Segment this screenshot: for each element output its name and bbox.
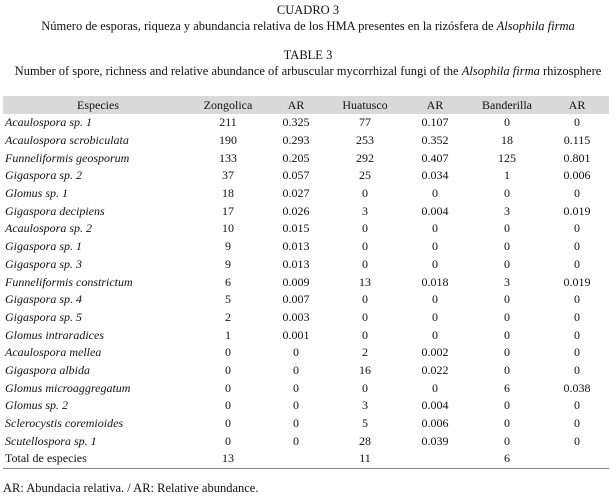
table-cell: 0.801 (563, 150, 591, 165)
table-cell: 0.013 (282, 239, 310, 254)
table-row (3, 114, 609, 132)
english-caption-text: Number of spore, richness and relative abundance of arbuscular mycorrhizal fungi of the (14, 64, 462, 78)
table-cell: 0.205 (282, 150, 310, 165)
table-cell: 0 (293, 345, 299, 360)
table-cell: 5 (225, 292, 231, 307)
table-cell: 0 (293, 416, 299, 431)
table-cell: 0.004 (421, 203, 449, 218)
table-row (3, 326, 609, 344)
table-cell: 0 (432, 380, 438, 395)
table-cell: 3 (362, 398, 368, 413)
table-cell: 0.026 (282, 203, 310, 218)
table-cell: 0 (432, 186, 438, 201)
table-cell: 0 (574, 221, 580, 236)
table-cell: 6 (504, 380, 510, 395)
table-cell: 0 (574, 115, 580, 130)
table-cell: 292 (356, 150, 374, 165)
species-name: Funneliformis geosporum (5, 150, 130, 165)
table-cell: 0 (574, 416, 580, 431)
table-cell: 0.034 (421, 168, 449, 183)
table-row (3, 149, 609, 167)
table-cell: 0.001 (282, 327, 310, 342)
species-name: Funneliformis constrictum (5, 274, 133, 289)
table-cell: 0 (574, 309, 580, 324)
species-name: Scutellospora sp. 1 (5, 433, 97, 448)
table-row (3, 238, 609, 256)
table-cell: 13 (359, 274, 371, 289)
species-name: Glomus sp. 2 (5, 398, 69, 413)
table-cell: 211 (219, 115, 237, 130)
table-cell: 0 (574, 256, 580, 271)
species-name: Glomus microaggregatum (5, 380, 131, 395)
table-cell: 0.006 (563, 168, 591, 183)
table-cell: 0 (362, 380, 368, 395)
table-cell: 13 (193, 450, 263, 468)
table-row (3, 379, 609, 397)
column-header: AR (545, 96, 609, 114)
table-cell: 0 (293, 398, 299, 413)
table-cell: 0.002 (421, 345, 449, 360)
table-cell: 0 (574, 292, 580, 307)
table-cell: 0.019 (563, 203, 591, 218)
table-cell: 0 (432, 292, 438, 307)
table-cell: 0.013 (282, 256, 310, 271)
table-cell: 6 (225, 274, 231, 289)
table-cell: 0.325 (282, 115, 310, 130)
table-cell: 0.004 (421, 398, 449, 413)
table-cell: 0 (504, 433, 510, 448)
table-cell: 0 (432, 256, 438, 271)
table-cell: 0 (504, 186, 510, 201)
table-cell: 0.027 (282, 186, 310, 201)
species-name: Gigaspora albida (5, 362, 91, 377)
species-name: Glomus intraradices (5, 327, 104, 342)
table-cell: 0 (293, 433, 299, 448)
table-cell: 28 (359, 433, 371, 448)
table-cell: 0.107 (421, 115, 449, 130)
table-cell: 0 (362, 309, 368, 324)
table-cell: 25 (359, 168, 371, 183)
table-cell: 0 (574, 327, 580, 342)
table-cell: 9 (225, 256, 231, 271)
table-cell (545, 450, 609, 468)
table-cell: 0 (504, 362, 510, 377)
table-row (3, 415, 609, 433)
table-cell: 190 (219, 133, 237, 148)
table-cell: 0 (362, 221, 368, 236)
table-cell: 0.115 (563, 133, 591, 148)
column-header: Especies (3, 96, 193, 114)
table-cell: 0 (504, 221, 510, 236)
table-cell: 2 (362, 345, 368, 360)
table-row (3, 432, 609, 450)
table-cell: 3 (504, 274, 510, 289)
table-cell: 0 (362, 327, 368, 342)
table-cell: 0 (574, 398, 580, 413)
species-name: Gigaspora sp. 1 (5, 239, 83, 254)
table-cell: 0.038 (563, 380, 591, 395)
table-cell: 0.009 (282, 274, 310, 289)
table-row (3, 344, 609, 362)
species-name: Gigaspora sp. 2 (5, 168, 83, 183)
table-cell: 5 (362, 416, 368, 431)
species-name: Acaulospora sp. 2 (5, 221, 92, 236)
spanish-caption-text: Número de esporas, riqueza y abundancia relativa de los HMA presentes en la rizósfera de (41, 19, 497, 33)
table-cell: 0 (504, 327, 510, 342)
table-cell: 0 (225, 362, 231, 377)
table-cell: 0 (504, 398, 510, 413)
table-cell: 0 (362, 292, 368, 307)
table-cell: 0 (574, 362, 580, 377)
spanish-caption-species: Alsophila firma (496, 19, 575, 33)
table-cell: 0 (504, 309, 510, 324)
table-cell: 0 (504, 416, 510, 431)
column-header: Zongolica (193, 96, 263, 114)
total-label: Total de especies (3, 450, 193, 468)
table-cell: 6 (469, 450, 545, 468)
table-cell: 0 (504, 115, 510, 130)
table-cell: 0 (225, 433, 231, 448)
table-cell (401, 450, 469, 468)
table-cell: 0 (574, 433, 580, 448)
table-cell: 125 (498, 150, 516, 165)
table-cell: 0 (293, 380, 299, 395)
table-row (3, 132, 609, 150)
table-cell: 9 (225, 239, 231, 254)
english-caption (0, 63, 616, 79)
table-cell: 1 (504, 168, 510, 183)
english-caption-species: Alsophila firma (461, 64, 540, 78)
table-cell: 253 (356, 133, 374, 148)
table-cell: 0.018 (421, 274, 449, 289)
table-cell: 0.352 (421, 133, 449, 148)
table-cell: 16 (359, 362, 371, 377)
species-name: Gigaspora decipiens (5, 203, 105, 218)
table-label: TABLE 3 (283, 48, 333, 62)
table-cell: 0.007 (282, 292, 310, 307)
table-cell (263, 450, 329, 468)
species-name: Sclerocystis coremioides (5, 416, 124, 431)
table-cell: 0 (504, 256, 510, 271)
table-row (3, 362, 609, 380)
table-cell: 18 (222, 186, 234, 201)
species-name: Gigaspora sp. 5 (5, 309, 83, 324)
table-row (3, 202, 609, 220)
table-row (3, 167, 609, 185)
table-cell: 0 (225, 398, 231, 413)
species-name: Acaulospora scrobiculata (5, 133, 129, 148)
table-cell: 0.407 (421, 150, 449, 165)
table-cell: 0 (362, 256, 368, 271)
table-cell: 0.003 (282, 309, 310, 324)
table-row (3, 185, 609, 203)
table-cell: 77 (359, 115, 371, 130)
column-header: Banderilla (469, 96, 545, 114)
table-cell: 0 (432, 309, 438, 324)
table-row (3, 256, 609, 274)
table-row (3, 291, 609, 309)
table-cell: 0 (504, 345, 510, 360)
table-cell: 2 (225, 309, 231, 324)
column-header: Huatusco (329, 96, 401, 114)
table-cell: 0 (432, 239, 438, 254)
table-cell: 0.022 (421, 362, 449, 377)
english-caption-suffix: rhizosphere (539, 64, 602, 78)
table-row (3, 309, 609, 327)
table-cell: 0 (293, 362, 299, 377)
column-header: AR (263, 96, 329, 114)
species-name: Gigaspora sp. 3 (5, 256, 83, 271)
table-cell: 37 (222, 168, 234, 183)
table-cell: 10 (222, 221, 234, 236)
table-row (3, 220, 609, 238)
table-cell: 0 (225, 345, 231, 360)
table-cell: 0 (362, 186, 368, 201)
table-row (3, 273, 609, 291)
table-cell: 0.015 (282, 221, 310, 236)
footnote: AR: Abundacia relativa. / AR: Relative abundance. (3, 481, 259, 495)
table-cell: 0.006 (421, 416, 449, 431)
table-cell: 0 (574, 186, 580, 201)
table-cell: 0 (574, 239, 580, 254)
species-name: Gigaspora sp. 4 (5, 292, 83, 307)
table-cell: 0 (362, 239, 368, 254)
spanish-caption (0, 18, 616, 34)
table-cell: 17 (222, 203, 234, 218)
table-cell: 0.039 (421, 433, 449, 448)
table-cell: 0 (432, 221, 438, 236)
table-cell: 3 (362, 203, 368, 218)
species-name: Acaulospora sp. 1 (5, 115, 92, 130)
cuadro-label: CUADRO 3 (276, 3, 340, 17)
table-cell: 0 (225, 416, 231, 431)
table-cell: 11 (329, 450, 401, 468)
table-cell: 0.057 (282, 168, 310, 183)
table-cell: 0 (504, 239, 510, 254)
table-cell: 0 (504, 292, 510, 307)
spore-table (3, 96, 609, 469)
species-name: Acaulospora mellea (5, 345, 102, 360)
table-cell: 3 (504, 203, 510, 218)
table-cell: 133 (219, 150, 237, 165)
table-cell: 0 (432, 327, 438, 342)
column-header: AR (401, 96, 469, 114)
table-cell: 18 (501, 133, 513, 148)
total-row (3, 450, 609, 468)
table-cell: 1 (225, 327, 231, 342)
table-row (3, 397, 609, 415)
table-cell: 0 (225, 380, 231, 395)
table-cell: 0.293 (282, 133, 310, 148)
species-name: Glomus sp. 1 (5, 186, 69, 201)
table-cell: 0.019 (563, 274, 591, 289)
table-cell: 0 (574, 345, 580, 360)
table-header-row (3, 96, 609, 114)
